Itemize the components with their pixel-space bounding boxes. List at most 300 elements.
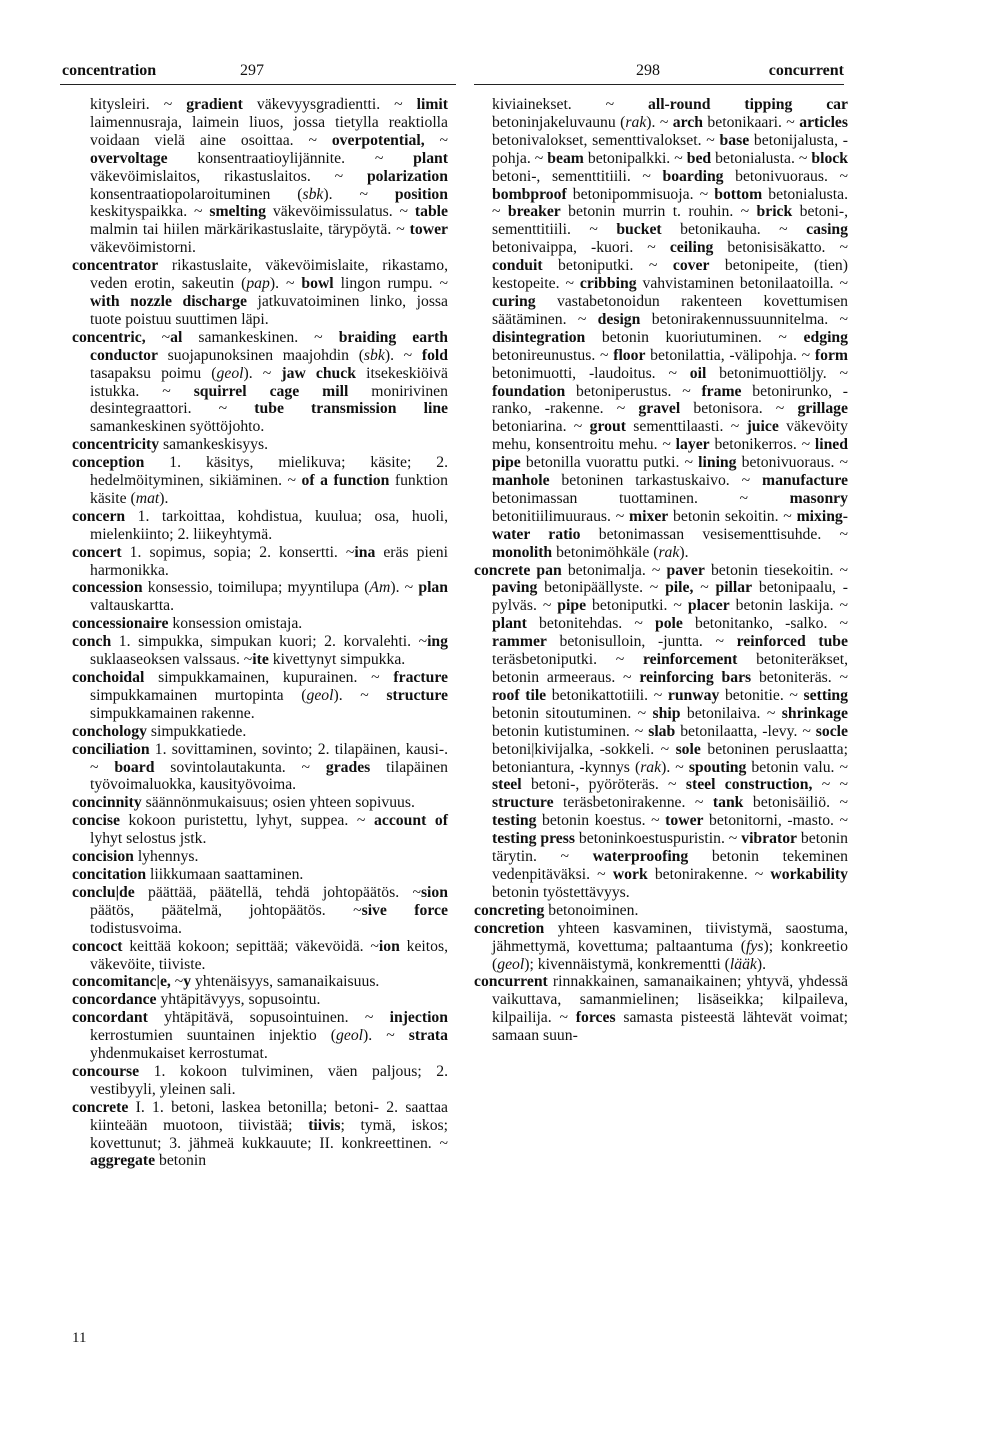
entry-term: car <box>826 96 848 113</box>
entry-text: betonimalja. ~ <box>561 561 667 579</box>
entry-text: betonin työstettävyys. <box>492 883 630 901</box>
entry-term: roof tile <box>492 686 547 704</box>
entry-text: betonirakennussuunnitelma. ~ <box>640 310 848 328</box>
entry-term: overvoltage <box>90 149 168 167</box>
entry-term: jaw chuck <box>281 364 356 382</box>
entry-text: betonirakenne. ~ <box>647 865 771 883</box>
header-rule-right <box>474 84 844 85</box>
entry-text: ); konkreetio ( <box>492 937 848 973</box>
entry-text: betoni|kivijalka, -sokkeli. ~ <box>492 740 676 758</box>
entry-term: bombproof <box>492 185 567 203</box>
entry-text: kivettynyt simpukka. <box>268 651 406 669</box>
entry-text: laimennusraja, laimein liuos, jossa tietylla reaktiolla voidaan vielä aine osoittaa. ~ <box>90 113 448 149</box>
entry-text: väkevöimislaitos, rikastuslaitos. ~ <box>90 167 367 185</box>
entry-term: reinforcement <box>642 651 738 669</box>
entry-text: samankeskinen. ~ <box>182 328 339 346</box>
entry-term: juice <box>746 418 779 436</box>
entry-term: table <box>414 203 449 221</box>
entry-text: kiviainekset. ~ <box>492 96 648 113</box>
entry-term: monolith <box>492 543 553 561</box>
entry-text: betonikattotiili. ~ <box>546 686 668 704</box>
entry-term: testing press <box>492 830 575 848</box>
entry-term: block <box>811 149 848 167</box>
entry-term: concentric, <box>72 328 146 346</box>
entry-term: cover <box>672 257 710 275</box>
entry-term: mixing-water ratio <box>492 507 848 543</box>
entry-text: betonitehdas. ~ <box>526 615 655 633</box>
field-abbreviation: geol <box>497 955 525 973</box>
entry-term: form <box>814 346 848 364</box>
dictionary-entry <box>72 436 448 454</box>
entry-term: concomitanc|e, <box>72 973 171 991</box>
entry-text: väkevöimistorni. <box>90 239 196 257</box>
dictionary-entry <box>72 794 448 812</box>
entry-term: concentricity <box>72 436 160 454</box>
entry-text: betonipaalu, -pylväs. ~ <box>492 579 848 615</box>
field-abbreviation: sbk <box>302 185 324 203</box>
entry-text: väkevöity mehu, konsentroitu mehu. ~ <box>492 418 848 454</box>
entry-term: sion <box>420 883 448 901</box>
entry-text: betoniputki. ~ <box>586 597 688 615</box>
entry-text: teräsbetoniputki. ~ <box>492 651 643 669</box>
entry-text: betonin koestus. ~ <box>536 812 666 830</box>
entry-term: concessionaire <box>72 615 169 633</box>
field-abbreviation: lääk <box>729 955 757 973</box>
entry-term: plan <box>418 579 448 597</box>
entry-term: pipe <box>557 597 587 615</box>
entry-text: betonimuottiöljy. ~ <box>706 364 848 382</box>
entry-text: ). <box>159 489 169 507</box>
entry-text: 1. sovittaminen, sovinto; 2. tilapäinen, kausi-. ~ <box>90 740 448 776</box>
entry-term: tank <box>712 794 744 812</box>
entry-term: casing <box>806 221 848 239</box>
entry-text: ). ~ <box>384 346 422 364</box>
entry-text: betonirunko, -ranko, -rakenne. ~ <box>492 382 848 418</box>
dictionary-entry <box>72 1063 448 1099</box>
dictionary-entry <box>72 257 448 329</box>
entry-term: design <box>597 310 641 328</box>
entry-term: tiivis <box>308 1116 341 1134</box>
entry-text: betoni-, sementtitiili. ~ <box>492 167 663 185</box>
entry-text: valtauskartta. <box>90 597 175 615</box>
entry-text: betonin sekoitin. ~ <box>668 507 797 525</box>
entry-term: floor <box>613 346 646 364</box>
entry-text: 1. käsitys, mielikuva; käsite; 2. hedelmöityminen, sikiäminen. ~ <box>90 454 448 490</box>
entry-term: steel <box>492 776 522 794</box>
entry-text: betonin laskija. ~ <box>729 597 848 615</box>
entry-text: ). ~ <box>390 579 419 597</box>
entry-text: samankeskinen syöttöjohto. <box>90 418 265 436</box>
dictionary-entry <box>72 741 448 795</box>
entry-text: ). ~ <box>661 758 689 776</box>
dictionary-entry <box>72 1099 448 1171</box>
entry-text: betonin tiesekoitin. ~ <box>704 561 848 579</box>
entry-term: workability <box>770 865 848 883</box>
entry-text: ). ~ <box>333 686 387 704</box>
entry-text: betonimassan tuottaminen. ~ <box>492 489 790 507</box>
entry-term: lining <box>698 454 737 472</box>
entry-text: betonivaippa, -kuori. ~ <box>492 239 670 257</box>
entry-text: betonivuoraus. ~ <box>736 454 848 472</box>
entry-term: base <box>719 131 750 149</box>
entry-term: paver <box>666 561 705 579</box>
dictionary-entry <box>72 579 448 615</box>
dictionary-entry <box>72 544 448 580</box>
entry-text: betonin valu. ~ <box>746 758 848 776</box>
entry-text: malmin tai hiilen märkärikastuslaite, tärypöytä. ~ <box>90 221 410 239</box>
entry-term: bottom <box>714 185 763 203</box>
dictionary-entry <box>72 884 448 938</box>
entry-term: conciliation <box>72 740 150 758</box>
entry-text: ). ~ <box>323 185 395 203</box>
entry-term: of a function <box>301 472 390 490</box>
entry-term: tower <box>409 221 448 239</box>
field-abbreviation: rak <box>625 113 647 131</box>
entry-term: gravel <box>638 400 681 418</box>
dictionary-entry <box>72 991 448 1009</box>
entry-text: säännönmukaisuus; osien yhteen sopivuus. <box>141 794 415 812</box>
entry-text: betonitanko, -salko. ~ <box>682 615 848 633</box>
entry-term: concision <box>72 848 134 866</box>
entry-text: eräs pieni harmonikka. <box>90 543 448 579</box>
entry-term: concoct <box>72 937 123 955</box>
entry-continuation <box>72 96 448 257</box>
entry-text: betonialusta. ~ <box>492 185 848 221</box>
dictionary-entry <box>72 866 448 884</box>
dictionary-entry <box>72 812 448 848</box>
entry-term: layer <box>675 436 710 454</box>
entry-term: pole <box>654 615 683 633</box>
entry-text: 1. kokoon tulviminen, väen paljous; 2. vestibyyli, yleinen sali. <box>90 1062 448 1098</box>
entry-text: vastabetonoidun rakenteen kovettumisen säätäminen. ~ <box>492 292 848 328</box>
entry-text: väkevöimissulatus. ~ <box>266 203 415 221</box>
entry-term: braiding earth conductor <box>90 328 448 364</box>
entry-text: 1. simpukka, simpukan kuori; 2. korvalehti. ~ <box>111 633 428 651</box>
entry-text: keskityspaikka. ~ <box>90 203 210 221</box>
entry-text: teräsbetonirakenne. ~ <box>553 794 713 812</box>
entry-text: ). ~ <box>363 1027 409 1045</box>
entry-term: spouting <box>688 758 747 776</box>
entry-text: betonilla vuorattu putki. ~ <box>520 454 699 472</box>
entry-continuation <box>474 96 848 562</box>
entry-text: betonitiilimuuraus. ~ <box>492 507 630 525</box>
entry-term: concordant <box>72 1009 148 1027</box>
entry-term: bucket <box>616 221 662 239</box>
entry-text: I. 1. betoni, laskea betonilla; betoni- 2. saattaa kiinteään muotoon, tiivistää; <box>90 1098 448 1134</box>
entry-text: betonitie. ~ <box>719 686 804 704</box>
entry-text: ). ~ <box>269 275 302 293</box>
entry-text: lyhyt selostus jstk. <box>90 830 207 848</box>
left-column <box>72 96 448 1170</box>
entry-term: concretion <box>474 919 545 937</box>
entry-text: betonisulloin, -juntta. ~ <box>546 633 737 651</box>
entry-term: conch <box>72 633 112 651</box>
entry-term: forces <box>575 1009 616 1027</box>
entry-term: with nozzle discharge <box>90 292 247 310</box>
entry-term: breaker <box>507 203 561 221</box>
entry-text: betoni-, sementtitiili. ~ <box>492 203 848 239</box>
entry-text: ). ~ <box>243 364 282 382</box>
entry-text: betonin tekeminen vedenpitäväksi. ~ <box>492 848 848 883</box>
entry-text: sovintolautakunta. ~ <box>154 758 326 776</box>
entry-term: structure <box>386 686 448 704</box>
entry-term: sole <box>675 740 701 758</box>
entry-text: betonikaari. ~ <box>702 113 800 131</box>
entry-term: strata <box>408 1027 448 1045</box>
entry-term: work <box>612 865 648 883</box>
signature-mark: 11 <box>72 1330 87 1346</box>
entry-text: betonilaatta, -levy. ~ <box>675 722 816 740</box>
entry-text: ~ ~ <box>812 776 848 794</box>
entry-term: masonry <box>789 489 848 507</box>
entry-term: overpotential, <box>331 131 425 149</box>
entry-text: simpukkamainen, kupurainen. ~ <box>144 669 394 686</box>
entry-term: bed <box>686 149 712 167</box>
entry-term: concurrent <box>474 973 548 991</box>
entry-term: pillar <box>715 579 753 597</box>
running-head-right: concurrent <box>768 62 844 79</box>
entry-text: 1. tarkoittaa, kohdistua, kuulua; osa, huoli, mielenkiinto; 2. liikeyhtymä. <box>90 507 448 543</box>
entry-term: tube transmission line <box>254 400 449 418</box>
field-abbreviation: fys <box>746 937 764 955</box>
entry-term: beam <box>547 149 584 167</box>
dictionary-entry <box>72 454 448 508</box>
entry-text: betonin <box>155 1152 207 1170</box>
entry-term: arch <box>672 113 703 131</box>
entry-term: smelting <box>209 203 267 221</box>
entry-term: squirrel cage mill <box>193 382 349 400</box>
entry-text: betonin tärytin. ~ <box>492 830 848 866</box>
entry-text: väkevyysgradientti. ~ <box>242 96 417 113</box>
entry-text: betonin kuoriutuminen. ~ <box>585 328 804 346</box>
entry-text <box>792 96 826 113</box>
entry-term: articles <box>799 113 848 131</box>
dictionary-entry <box>72 848 448 866</box>
entry-text: samasta pisteestä lähtevät voimat; samaan suun- <box>492 1009 848 1045</box>
entry-text: keitos, väkevöite, tiiviste. <box>90 937 448 973</box>
entry-text: tilapäinen työvoimaluokka, kausityövoima. <box>90 758 448 794</box>
entry-term: testing <box>492 812 537 830</box>
entry-term: concession <box>72 579 143 597</box>
entry-text: yhteen kasvaminen, tiivistymä, saostuma, jähmettymä, kovettuma; paltaantuma ( <box>492 919 848 955</box>
dictionary-entry <box>72 508 448 544</box>
entry-text: betonilattia, -välipohja. ~ <box>645 346 815 364</box>
dictionary-entry <box>72 1009 448 1063</box>
entry-text: ; tymä, iskos; kovettunut; 3. jähmeä kukkauute; II. konkreettinen. ~ <box>90 1116 448 1152</box>
entry-text: yhtäpitävä, sopusointuinen. ~ <box>147 1009 390 1027</box>
entry-term: concordance <box>72 991 157 1009</box>
entry-text: betoniteräkset, betonin armeeraus. ~ <box>492 651 848 686</box>
entry-text: betonimöhkäle ( <box>552 543 659 561</box>
entry-term: conduit <box>492 257 543 275</box>
entry-text: rikastuslaite, väkevöimislaite, rikastamo, veden erotin, sakeutin ( <box>90 257 448 293</box>
entry-text: samankeskisyys. <box>159 436 269 454</box>
entry-term: al <box>170 328 183 346</box>
field-abbreviation: pap <box>246 275 270 293</box>
entry-text: konsentraatioylijännite. ~ <box>167 149 414 167</box>
field-abbreviation: sbk <box>363 346 385 364</box>
entry-text: betonipommisuoja. ~ <box>566 185 715 203</box>
field-abbreviation: rak <box>658 543 680 561</box>
entry-text: betoniarina. ~ <box>492 418 590 436</box>
dictionary-entry <box>474 902 848 920</box>
entry-text: betonialusta. ~ <box>711 149 812 167</box>
entry-text: betonivuoraus. ~ <box>723 167 848 185</box>
entry-term: concise <box>72 812 120 830</box>
dictionary-entry <box>474 920 848 974</box>
entry-text: suojapunoksinen maajohdin ( <box>157 346 364 364</box>
entry-text: betoniteräs. ~ <box>751 669 849 686</box>
entry-term: ing <box>427 633 448 651</box>
entry-text: betonisora. ~ <box>680 400 798 418</box>
entry-text: simpukkatiede. <box>146 722 247 740</box>
entry-term: concentrator <box>72 257 159 275</box>
dictionary-entry <box>72 329 448 436</box>
entry-term: lined pipe <box>492 436 848 472</box>
entry-text: konsentraatiopolaroituminen ( <box>90 185 303 203</box>
entry-text: betonipäällyste. ~ <box>537 579 666 597</box>
right-column <box>474 96 848 1045</box>
entry-text: yhdenmukaiset kerrostumat. <box>90 1045 268 1063</box>
entry-term: concreting <box>474 901 545 919</box>
entry-text: konsessio, toimilupa; myyntilupa ( <box>142 579 370 597</box>
field-abbreviation: rak <box>640 758 662 776</box>
entry-text: betonivalokset, sementtivalokset. ~ <box>492 131 720 149</box>
entry-text: kitysleiri. ~ <box>90 96 187 113</box>
entry-term: tower <box>665 812 704 830</box>
entry-text: yhtenäisyys, samanaikaisuus. <box>191 973 380 991</box>
field-abbreviation: geol <box>216 364 244 382</box>
entry-text: liikkumaan saattaminen. <box>146 865 304 883</box>
entry-text: todistusvoima. <box>90 919 182 937</box>
entry-text: betonijalusta, -pohja. ~ <box>492 131 848 167</box>
entry-text: keittää kokoon; sepittää; väkevöidä. ~ <box>122 937 379 955</box>
entry-term: fracture <box>393 669 448 686</box>
entry-text: betonitorni, -masto. ~ <box>703 812 849 830</box>
entry-term: concern <box>72 507 126 525</box>
entry-term: fold <box>421 346 448 364</box>
entry-term: conception <box>72 454 145 472</box>
entry-term: manufacture <box>762 472 848 490</box>
entry-term: edging <box>803 328 848 346</box>
entry-term: polarization <box>366 167 448 185</box>
entry-term: rammer <box>492 633 547 651</box>
entry-text: päättää, päätellä, tehdä johtopäätös. ~ <box>134 883 421 901</box>
entry-term: grout <box>589 418 626 436</box>
entry-term: concitation <box>72 865 147 883</box>
page-number-left: 297 <box>240 62 264 79</box>
entry-text: monirivinen desintegraattori. ~ <box>90 382 448 418</box>
entry-text: betonipalkki. ~ <box>583 149 687 167</box>
entry-text: betonikauha. ~ <box>661 221 807 239</box>
entry-text: simpukkamainen murtopinta ( <box>90 686 307 704</box>
entry-text: betonisäiliö. ~ <box>743 794 848 812</box>
entry-term: aggregate <box>90 1152 156 1170</box>
entry-text: lyhennys. <box>133 848 199 866</box>
entry-text: sementtilaasti. ~ <box>625 418 747 436</box>
entry-term: ite <box>252 651 269 669</box>
entry-text: 1. sopimus, sopia; 2. konsertti. ~ <box>121 543 355 561</box>
entry-text: funktion käsite ( <box>90 472 448 507</box>
entry-term: mixer <box>629 507 669 525</box>
entry-text: betonilaiva. ~ <box>680 704 782 722</box>
entry-term: structure <box>492 794 554 812</box>
entry-text: ~ <box>424 131 448 149</box>
entry-term: disintegration <box>492 328 586 346</box>
dictionary-entry <box>72 615 448 633</box>
entry-term: grades <box>325 758 371 776</box>
entry-text: yhtäpitävyys, sopusointu. <box>156 991 321 1009</box>
entry-text: ); kivennäistymä, konkrementti ( <box>524 955 730 973</box>
entry-term: shrinkage <box>781 704 848 722</box>
entry-term: runway <box>667 686 720 704</box>
entry-text: betonoiminen. <box>544 901 639 919</box>
dictionary-entry <box>474 562 848 902</box>
entry-term: gradient <box>186 96 243 113</box>
entry-term: conclu|de <box>72 883 135 901</box>
entry-term: reinforced tube <box>736 633 848 651</box>
entry-term: concinnity <box>72 794 142 812</box>
entry-text: betoniperustus. ~ <box>565 382 702 400</box>
entry-term: account of <box>374 812 448 830</box>
entry-text: betoninkoestuspuristin. ~ <box>574 830 742 848</box>
entry-term: cribbing <box>579 275 637 293</box>
entry-term: placer <box>687 597 730 615</box>
entry-term: concrete pan <box>474 561 562 579</box>
page-header <box>0 62 992 86</box>
entry-term: all-round tipping <box>648 96 793 113</box>
entry-term: socle <box>815 722 848 740</box>
entry-term: concourse <box>72 1062 140 1080</box>
entry-term: grillage <box>797 400 848 418</box>
entry-term: y <box>183 973 192 991</box>
running-head-left: concentration <box>62 62 157 79</box>
dictionary-entry <box>72 938 448 974</box>
entry-text: betonimassan vesisementtisuhde. ~ <box>580 525 848 543</box>
entry-text: betonikerros. ~ <box>709 436 815 454</box>
dictionary-entry <box>72 669 448 723</box>
entry-term: position <box>394 185 448 203</box>
entry-term: ship <box>652 704 681 722</box>
entry-text: itsekeskiöivä istukka. ~ <box>90 364 448 400</box>
entry-term: sive force <box>361 901 448 919</box>
entry-term: ion <box>378 937 400 955</box>
entry-term: oil <box>689 364 707 382</box>
header-rule-left <box>60 84 456 85</box>
entry-term: brick <box>756 203 793 221</box>
entry-text: ). ~ <box>646 113 673 131</box>
entry-text: betonimuotti, -laudoitus. ~ <box>492 364 690 382</box>
entry-text: betonireunustus. ~ <box>492 346 614 364</box>
entry-term: waterproofing <box>592 848 689 866</box>
entry-term: slab <box>648 722 676 740</box>
entry-text: betonisisäkatto. ~ <box>713 239 848 257</box>
entry-text: betoninen tarkastuskaivo. ~ <box>549 472 763 490</box>
entry-term: reinforcing bars <box>639 669 752 686</box>
entry-term: ina <box>354 543 376 561</box>
entry-term: pile, <box>665 579 694 597</box>
dictionary-entry <box>72 633 448 669</box>
entry-term: conchoidal <box>72 669 145 686</box>
entry-text: betonin sitoutuminen. ~ <box>492 704 653 722</box>
entry-text: rinnakkainen, samanaikainen; yhtyvä, yhdessä vaikuttava, samanmielinen; lisäseikka; kilpaileva, kilpailija. ~ <box>492 973 848 1027</box>
entry-text: päätös, päätelmä, johtopäätös. ~ <box>90 901 362 919</box>
entry-text: betoniputki. ~ <box>542 257 673 275</box>
dictionary-entry <box>474 973 848 1045</box>
entry-term: ceiling <box>669 239 714 257</box>
entry-text: betoni-, pyöröteräs. ~ <box>521 776 686 794</box>
entry-text: jatkuvatoiminen linko, jossa tuote poistuu suuttimen läpi. <box>90 292 448 328</box>
